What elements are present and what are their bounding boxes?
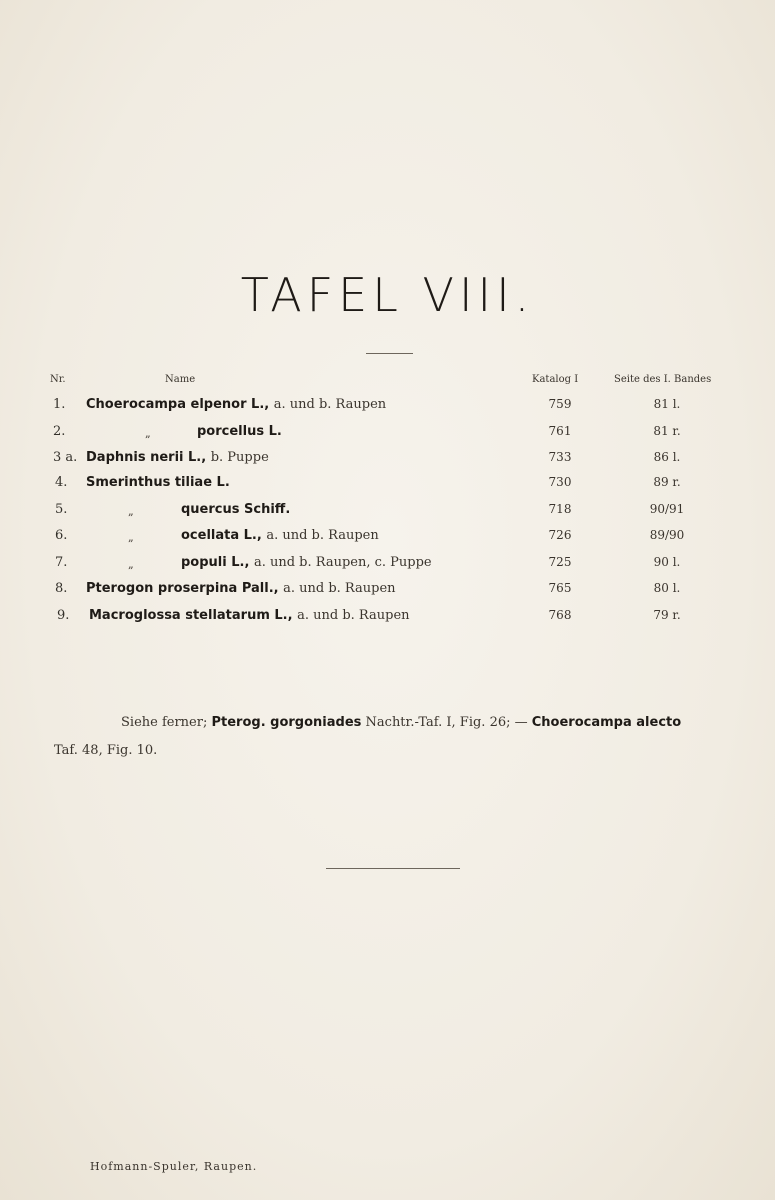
ditto-mark: „: [145, 427, 151, 440]
page-reference: 90 l.: [653, 555, 681, 569]
column-header-katalog: Katalog I: [532, 374, 579, 385]
katalog-number: 759: [548, 397, 572, 411]
title-divider: [366, 353, 413, 354]
ditto-mark: „: [128, 558, 134, 571]
page-reference: 81 r.: [653, 424, 681, 438]
row-number: 8.: [55, 581, 68, 596]
page-reference: 89 r.: [653, 475, 681, 489]
column-header-seite: Seite des I. Bandes: [614, 374, 712, 385]
ditto-mark: „: [128, 531, 134, 544]
table-row: [0, 397, 775, 423]
row-number: 1.: [53, 397, 66, 412]
row-number: 6.: [55, 528, 68, 543]
species-description: b. Puppe: [210, 450, 269, 465]
katalog-number: 761: [548, 424, 572, 438]
page-reference: 86 l.: [653, 450, 681, 464]
species-name: Pterogon proserpina Pall., a. und b. Raupen: [86, 581, 396, 596]
note-species-2: Choerocampa alecto: [531, 715, 682, 730]
page-reference: 79 r.: [653, 608, 681, 622]
species-name: Daphnis nerii L., b. Puppe: [86, 450, 269, 465]
table-row: [0, 581, 775, 607]
note-species-1: Pterog. gorgoniades: [211, 715, 362, 730]
species-name: Macroglossa stellatarum L., a. und b. Raupen: [89, 608, 410, 623]
row-number: 7.: [55, 555, 68, 570]
species-name: populi L., a. und b. Raupen, c. Puppe: [181, 555, 432, 570]
species-name: porcellus L.: [197, 424, 282, 439]
katalog-number: 765: [548, 581, 572, 595]
section-divider: [326, 868, 460, 869]
page-title: TAFEL VIII.: [240, 268, 535, 322]
species-description: a. und b. Raupen: [297, 608, 410, 623]
row-number: 9.: [57, 608, 70, 623]
cross-reference-note: [54, 709, 744, 765]
species-description: a. und b. Raupen: [266, 528, 379, 543]
page-reference: 81 l.: [653, 397, 681, 411]
column-header-name: Name: [165, 374, 196, 385]
species-name: Smerinthus tiliae L.: [86, 475, 230, 490]
table-row: [0, 608, 775, 634]
table-row: [0, 528, 775, 554]
page-reference: 89/90: [649, 528, 685, 542]
species-name: quercus Schiff.: [181, 502, 291, 517]
table-row: [0, 424, 775, 450]
species-description: a. und b. Raupen: [283, 581, 396, 596]
katalog-number: 718: [548, 502, 572, 516]
row-number: 3 a.: [53, 450, 78, 465]
column-header-nr: Nr.: [50, 374, 66, 385]
table-row: [0, 502, 775, 528]
row-number: 5.: [55, 502, 68, 517]
row-number: 2.: [53, 424, 66, 439]
row-number: 4.: [55, 475, 68, 490]
note-intro: Siehe ferner;: [121, 715, 208, 730]
page-reference: 90/91: [649, 502, 685, 516]
table-row: [0, 555, 775, 581]
page-reference: 80 l.: [653, 581, 681, 595]
table-row: [0, 475, 775, 501]
katalog-number: 733: [548, 450, 572, 464]
footer-citation: Hofmann-Spuler, Raupen.: [90, 1160, 258, 1173]
katalog-number: 725: [548, 555, 572, 569]
species-description: a. und b. Raupen: [273, 397, 387, 412]
species-description: a. und b. Raupen, c. Puppe: [253, 555, 432, 570]
katalog-number: 726: [548, 528, 572, 542]
ditto-mark: „: [128, 505, 134, 518]
table-row: [0, 450, 775, 476]
note-reference-1: Nachtr.-Taf. I, Fig. 26; —: [365, 715, 528, 730]
katalog-number: 768: [548, 608, 572, 622]
species-name: Choerocampa elpenor L., a. und b. Raupen: [86, 397, 387, 412]
katalog-number: 730: [548, 475, 572, 489]
note-reference-2: Taf. 48, Fig. 10.: [54, 743, 158, 758]
species-name: ocellata L., a. und b. Raupen: [181, 528, 379, 543]
